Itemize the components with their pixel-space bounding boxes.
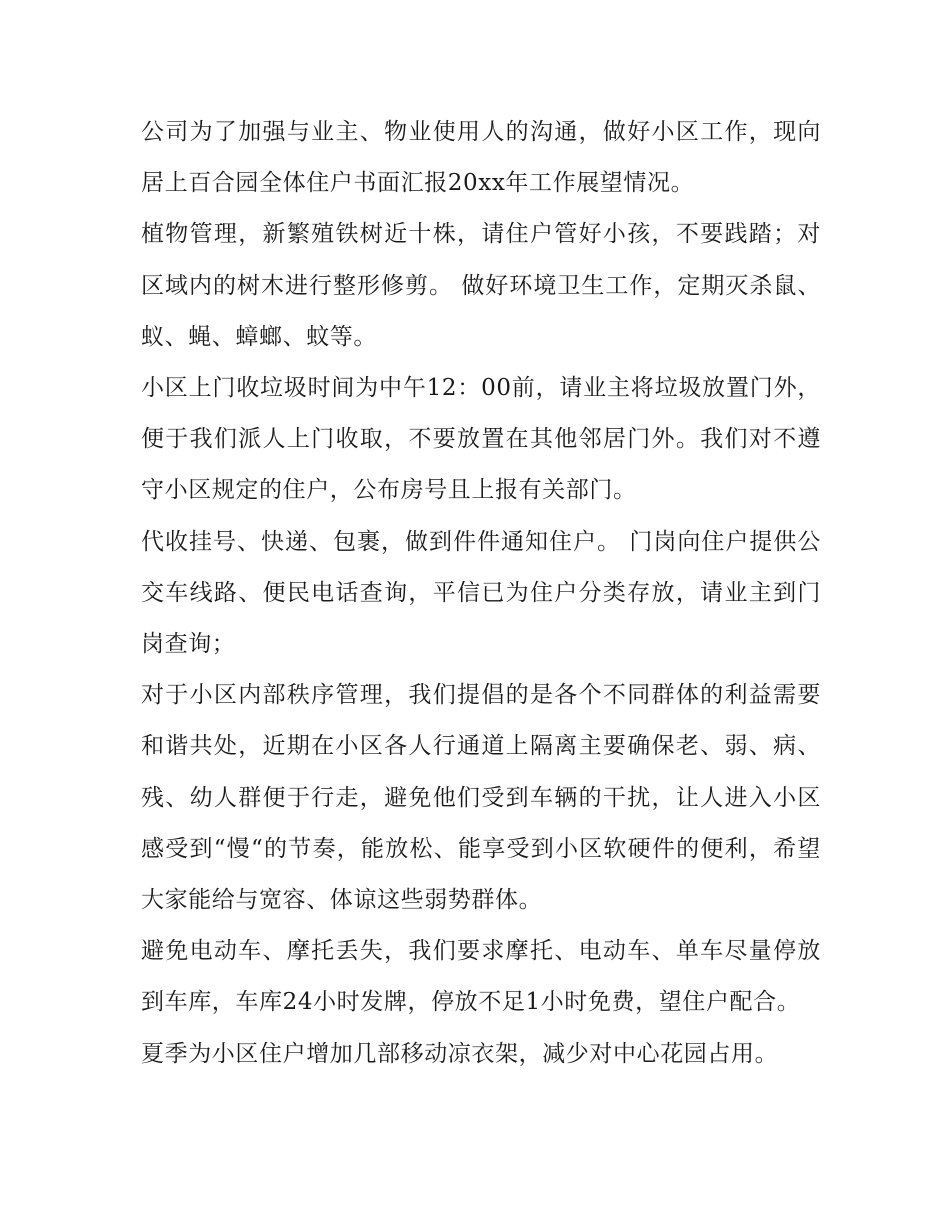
paragraph-intro: 公司为了加强与业主、物业使用人的沟通，做好小区工作，现向居上百合园全体住户书面汇报20xx年工作展望情况。 [141, 119, 821, 197]
paragraph-mail-service: 代收挂号、快递、包裹，做到件件通知住户。 门岗向住户提供公交车线路、便民电话查询，平信已为住户分类存放，请业主到门岗查询； [141, 528, 821, 658]
paragraph-order-management: 对于小区内部秩序管理，我们提倡的是各个不同群体的利益需要和谐共处，近期在小区各人行通道上隔离主要确保老、弱、病、残、幼人群便于行走，避免他们受到车辆的干扰，让人进入小区感受到“慢“的节奏，能放松、能享受到小区软硬件的便利，希望大家能给与宽容、体谅这些弱势群体。 [141, 682, 821, 914]
paragraph-plant-management: 植物管理，新繁殖铁树近十株，请住户管好小孩，不要践踏；对区域内的树木进行整形修剪。 做好环境卫生工作，定期灭杀鼠、蚁、蝇、蟑螂、蚊等。 [141, 221, 821, 350]
paragraph-garbage-collection: 小区上门收垃圾时间为中午12：00前，请业主将垃圾放置门外，便于我们派人上门收取，不要放置在其他邻居门外。我们对不遵守小区规定的住户，公布房号且上报有关部门。 [141, 375, 821, 504]
paragraph-drying-racks: 夏季为小区住户增加几部移动凉衣架，减少对中心花园占用。 [141, 1040, 779, 1067]
document-body [141, 107, 821, 1080]
paragraph-vehicle-parking: 避免电动车、摩托丢失，我们要求摩托、电动车、单车尽量停放到车库，车库24小时发牌，停放不足1小时免费，望住户配合。 [141, 938, 821, 1016]
